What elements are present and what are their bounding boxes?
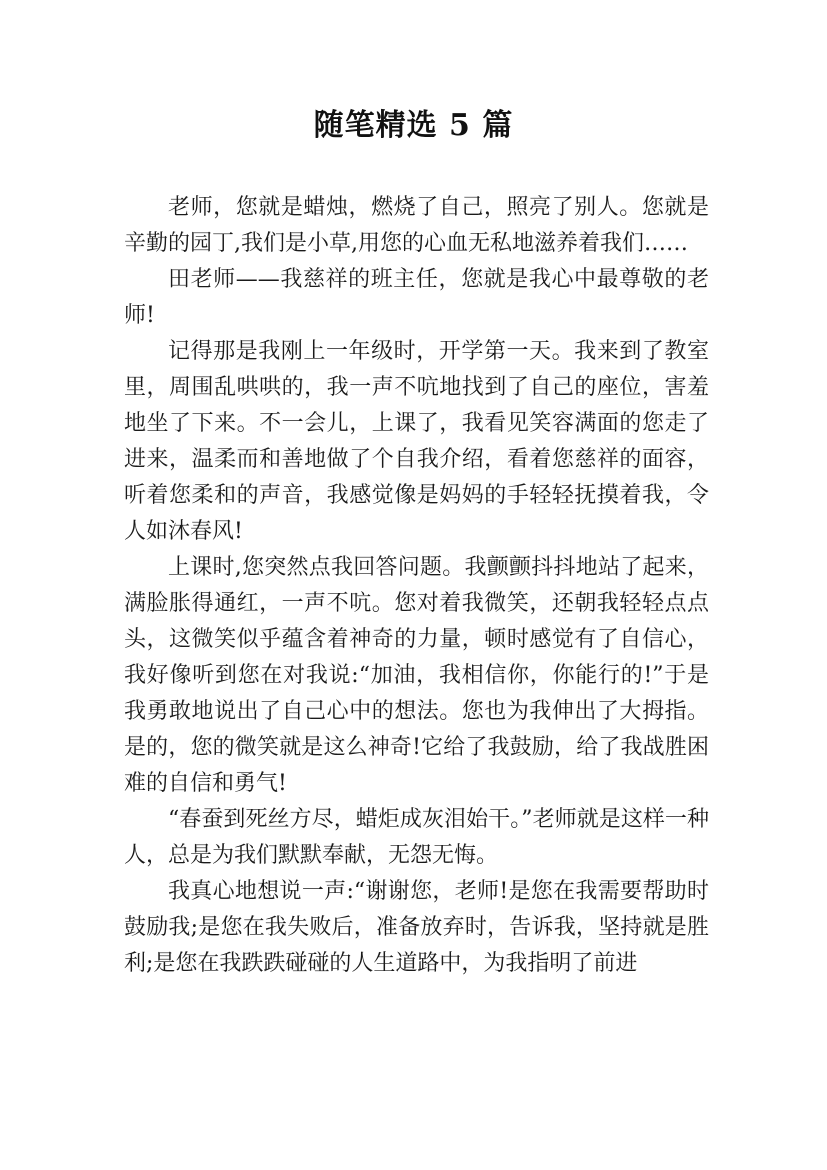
paragraph: 田老师——我慈祥的班主任，您就是我心中最尊敬的老师! — [124, 267, 709, 328]
paragraph: 上课时,您突然点我回答问题。我颤颤抖抖地站了起来，满脸胀得通红，一声不吭。您对着我微笑，还朝我轻轻点点头，这微笑似乎蕴含着神奇的力量，顿时感觉有了自信心，我好像听到您在对我说:“加油，我相信你，你能行的!”于是我勇敢地说出了自己心中的想法。您也为我伸出了大拇指。是的，您的微笑就是这么神奇!它给了我鼓励，给了我战胜困难的自信和勇气! — [124, 555, 709, 796]
document-title: 随笔精选 5 篇 — [313, 108, 514, 143]
paragraph: 记得那是我刚上一年级时，开学第一天。我来到了教室里，周围乱哄哄的，我一声不吭地找到了自己的座位，害羞地坐了下来。不一会儿，上课了，我看见笑容满面的您走了进来，温柔而和善地做了个自我介绍，看着您慈祥的面容，听着您柔和的声音，我感觉像是妈妈的手轻轻抚摸着我，令人如沐春风! — [124, 339, 709, 544]
paragraph: “春蚕到死丝方尽，蜡炬成灰泪始干。”老师就是这样一种人，总是为我们默默奉献，无怨无悔。 — [124, 807, 709, 868]
paragraph: 老师，您就是蜡烛，燃烧了自己，照亮了别人。您就是辛勤的园丁,我们是小草,用您的心血无私地滋养着我们…… — [124, 195, 709, 256]
paragraph: 我真心地想说一声:“谢谢您，老师!是您在我需要帮助时鼓励我;是您在我失败后，准备放弃时，告诉我，坚持就是胜利;是您在我跌跌碰碰的人生道路中，为我指明了前进 — [124, 879, 709, 976]
document-body — [124, 190, 709, 982]
